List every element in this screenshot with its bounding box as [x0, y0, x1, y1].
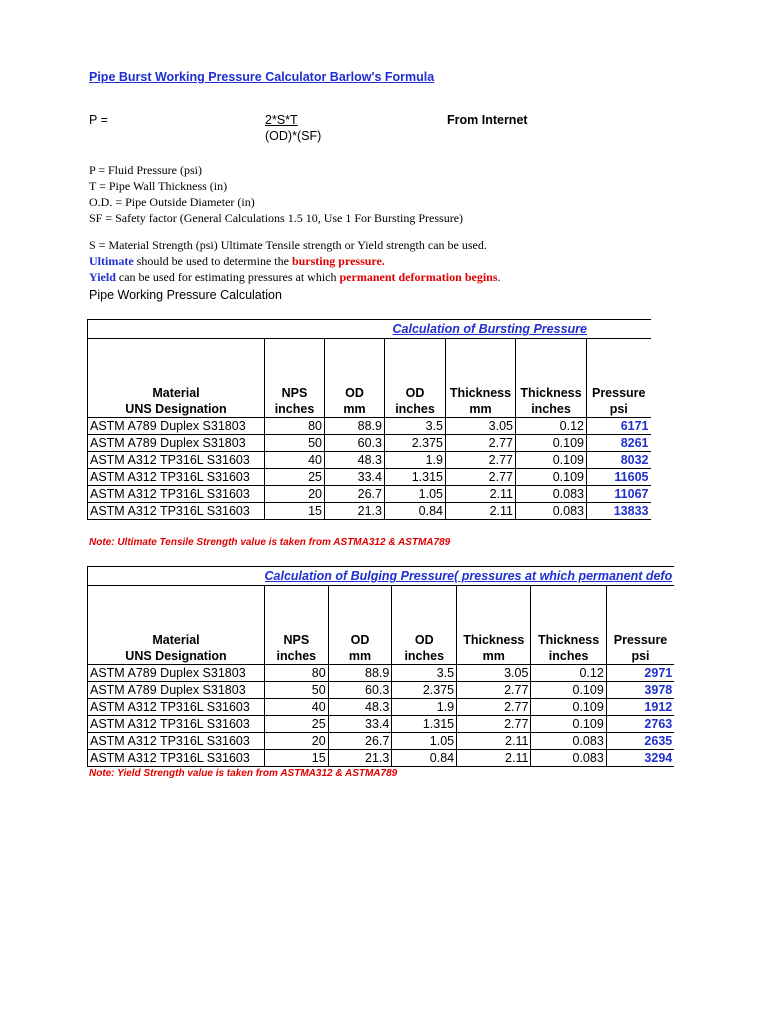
header-thickness-in-unit: inches [516, 401, 587, 418]
formula-numerator: 2*S*T [265, 113, 298, 127]
definition-od: O.D. = Pipe Outside Diameter (in) [89, 195, 255, 209]
table-row: ASTM A312 TP316L S31603 25 33.4 1.315 2.77 0.109 2763 [88, 716, 675, 733]
header-thickness-mm: Thickness [446, 385, 516, 401]
bulging-pressure-table [87, 566, 674, 767]
yield-highlight: permanent deformation begins [339, 270, 498, 284]
header-od-in: OD [385, 385, 446, 401]
header-material: Material [88, 632, 265, 648]
yield-line [89, 270, 501, 285]
header-pressure-unit: psi [587, 401, 651, 418]
formula-source: From Internet [447, 113, 528, 127]
header-nps: NPS [265, 385, 325, 401]
table-row: ASTM A789 Duplex S31803 80 88.9 3.5 3.05 0.12 6171 [88, 418, 651, 435]
header-uns: UNS Designation [88, 648, 265, 665]
table-row: ASTM A789 Duplex S31803 50 60.3 2.375 2.77 0.109 3978 [88, 682, 675, 699]
bulging-table-caption: Calculation of Bulging Pressure( pressures at which permanent defo [265, 567, 675, 586]
header-thickness-in-unit: inches [531, 648, 606, 665]
table-row: ASTM A312 TP316L S31603 20 26.7 1.05 2.11 0.083 11067 [88, 486, 651, 503]
bursting-note: Note: Ultimate Tensile Strength value is taken from ASTMA312 & ASTMA789 [89, 537, 451, 548]
definition-t: T = Pipe Wall Thickness (in) [89, 179, 228, 193]
ultimate-middle: should be used to determine the [133, 254, 292, 268]
table-row: ASTM A312 TP316L S31603 40 48.3 1.9 2.77 0.109 1912 [88, 699, 675, 716]
header-od-in-unit: inches [392, 648, 457, 665]
yield-keyword: Yield [89, 270, 116, 284]
header-od-mm: OD [325, 385, 385, 401]
header-nps-unit: inches [265, 648, 329, 665]
yield-middle: can be used for estimating pressures at which [115, 270, 340, 284]
header-thickness-mm-unit: mm [446, 401, 516, 418]
formula-denominator: (OD)*(SF) [265, 129, 322, 143]
header-od-mm: OD [328, 632, 392, 648]
header-nps-unit: inches [265, 401, 325, 418]
table-row: ASTM A789 Duplex S31803 50 60.3 2.375 2.77 0.109 8261 [88, 435, 651, 452]
header-od-in-unit: inches [385, 401, 446, 418]
working-pressure-heading: Pipe Working Pressure Calculation [89, 288, 282, 302]
page-title: Pipe Burst Working Pressure Calculator Barlow's Formula [89, 70, 435, 84]
bursting-table-caption: Calculation of Bursting Pressure [265, 320, 651, 339]
ultimate-highlight: bursting pressure. [291, 254, 385, 268]
strength-note: S = Material Strength (psi) Ultimate Tensile strength or Yield strength can be used. [89, 238, 487, 252]
header-thickness-mm: Thickness [457, 632, 531, 648]
header-thickness-in: Thickness [531, 632, 606, 648]
header-thickness-mm-unit: mm [457, 648, 531, 665]
table-row: ASTM A312 TP316L S31603 40 48.3 1.9 2.77 0.109 8032 [88, 452, 651, 469]
table-row: ASTM A312 TP316L S31603 25 33.4 1.315 2.77 0.109 11605 [88, 469, 651, 486]
header-nps: NPS [265, 632, 329, 648]
header-od-mm-unit: mm [325, 401, 385, 418]
header-pressure: Pressure [606, 632, 674, 648]
bursting-pressure-table [87, 319, 651, 520]
header-thickness-in: Thickness [516, 385, 587, 401]
table-row: ASTM A312 TP316L S31603 20 26.7 1.05 2.11 0.083 2635 [88, 733, 675, 750]
header-od-mm-unit: mm [328, 648, 392, 665]
header-pressure-unit: psi [606, 648, 674, 665]
formula-lhs: P = [89, 113, 108, 127]
ultimate-keyword: Ultimate [89, 254, 134, 268]
yield-end: . [497, 270, 501, 284]
table-row: ASTM A789 Duplex S31803 80 88.9 3.5 3.05 0.12 2971 [88, 665, 675, 682]
definition-sf: SF = Safety factor (General Calculations 1.5 10, Use 1 For Bursting Pressure) [89, 211, 464, 225]
header-od-in: OD [392, 632, 457, 648]
table-row: ASTM A312 TP316L S31603 15 21.3 0.84 2.11 0.083 3294 [88, 750, 675, 767]
header-material: Material [88, 385, 265, 401]
header-uns: UNS Designation [88, 401, 265, 418]
bulging-note: Note: Yield Strength value is taken from ASTMA312 & ASTMA789 [89, 768, 398, 779]
table-row: ASTM A312 TP316L S31603 15 21.3 0.84 2.11 0.083 13833 [88, 503, 651, 520]
header-pressure: Pressure [587, 385, 651, 401]
definition-p: P = Fluid Pressure (psi) [89, 163, 202, 177]
ultimate-line [89, 254, 385, 269]
